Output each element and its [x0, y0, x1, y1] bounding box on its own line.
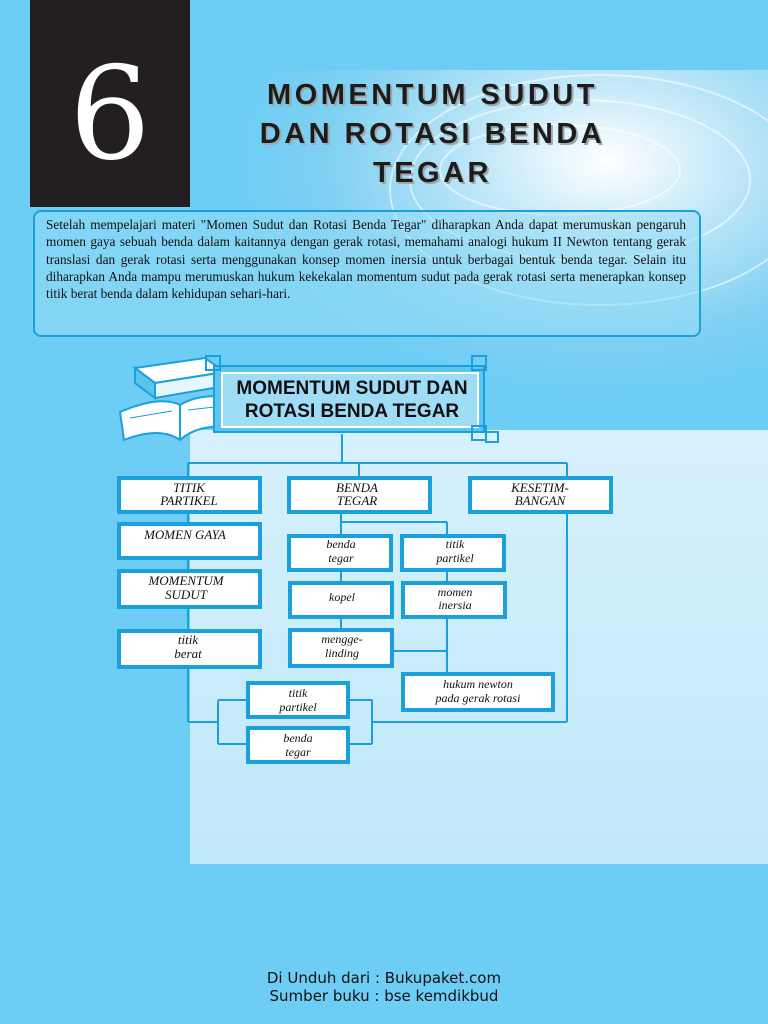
concept-map-title-line-1: MOMENTUM SUDUT DAN — [236, 378, 468, 399]
chapter-title-line-2: DAN ROTASI BENDA — [259, 118, 606, 150]
chapter-title — [210, 76, 655, 193]
svg-text:benda: benda — [283, 731, 313, 745]
svg-text:berat: berat — [174, 646, 202, 661]
svg-text:hukum newton: hukum newton — [443, 677, 513, 691]
svg-text:PARTIKEL: PARTIKEL — [160, 493, 218, 508]
svg-text:tegar: tegar — [285, 745, 311, 759]
svg-text:partikel: partikel — [436, 551, 474, 565]
svg-text:tegar: tegar — [328, 551, 354, 565]
footer-line-1: Di Unduh dari : Bukupaket.com — [266, 969, 502, 987]
intro-paragraph: Setelah mempelajari materi "Momen Sudut dan Rotasi Benda Tegar" diharapkan Anda dapat merumuskan pengaruh momen gaya sebuah benda dalam kaitannya dengan gerak rotasi, memahami analogi hukum II Newton tentang gerak translasi dan gerak rotasi serta menggunakan konsep momen inersia untuk berbagai bentuk benda tegar. Selain itu diharapkan Anda mampu merumuskan hukum kekekalan momentum sudut pada gerak rotasi serta menerapkan konsep titik berat benda dalam kehidupan sehari-hari. — [46, 217, 686, 302]
footer-line-2: Sumber buku : bse kemdikbud — [269, 987, 499, 1005]
concept-map-title-line-2: ROTASI BENDA TEGAR — [244, 401, 460, 422]
svg-text:MOMENTUM: MOMENTUM — [148, 573, 224, 588]
svg-text:titik: titik — [445, 537, 465, 551]
svg-text:TITIK: TITIK — [173, 480, 205, 495]
node-momen-inersia — [401, 581, 507, 619]
chapter-title-line-1: MOMENTUM SUDUT — [267, 79, 598, 111]
svg-text:momen: momen — [437, 585, 473, 599]
svg-text:pada gerak rotasi: pada gerak rotasi — [435, 691, 521, 705]
svg-text:benda: benda — [326, 537, 356, 551]
svg-text:titik: titik — [177, 632, 199, 647]
node-kopel — [288, 581, 394, 619]
node-bottom-titik-partikel — [246, 681, 350, 719]
svg-text:partikel: partikel — [279, 700, 317, 714]
svg-text:MOMEN GAYA: MOMEN GAYA — [144, 527, 226, 542]
node-kesetimbangan — [468, 476, 613, 514]
node-momentum-sudut — [117, 569, 262, 609]
footer-source — [0, 969, 768, 1005]
node-momen-gaya — [117, 522, 262, 560]
concept-map-title-box — [206, 356, 498, 442]
svg-text:BENDA: BENDA — [336, 480, 378, 495]
node-titik-berat — [117, 629, 262, 669]
concept-map — [0, 340, 768, 780]
node-sub-titik-partikel — [400, 534, 506, 572]
node-sub-benda-tegar — [287, 534, 393, 572]
chapter-number: 6 — [69, 40, 151, 189]
svg-text:SUDUT: SUDUT — [165, 587, 207, 602]
node-titik-partikel — [117, 476, 262, 514]
node-bottom-benda-tegar — [246, 726, 350, 764]
node-benda-tegar — [287, 476, 432, 514]
chapter-title-line-3: TEGAR — [373, 157, 492, 189]
svg-text:TEGAR: TEGAR — [336, 493, 378, 508]
svg-text:BANGAN: BANGAN — [514, 493, 566, 508]
svg-text:mengge-: mengge- — [321, 632, 363, 646]
svg-text:linding: linding — [324, 646, 360, 660]
svg-text:kopel: kopel — [329, 590, 355, 604]
node-hukum-newton — [401, 672, 555, 712]
svg-text:titik: titik — [288, 686, 308, 700]
svg-text:inersia: inersia — [438, 598, 472, 612]
node-menggelinding — [288, 628, 394, 668]
svg-text:KESETIM-: KESETIM- — [511, 480, 569, 495]
